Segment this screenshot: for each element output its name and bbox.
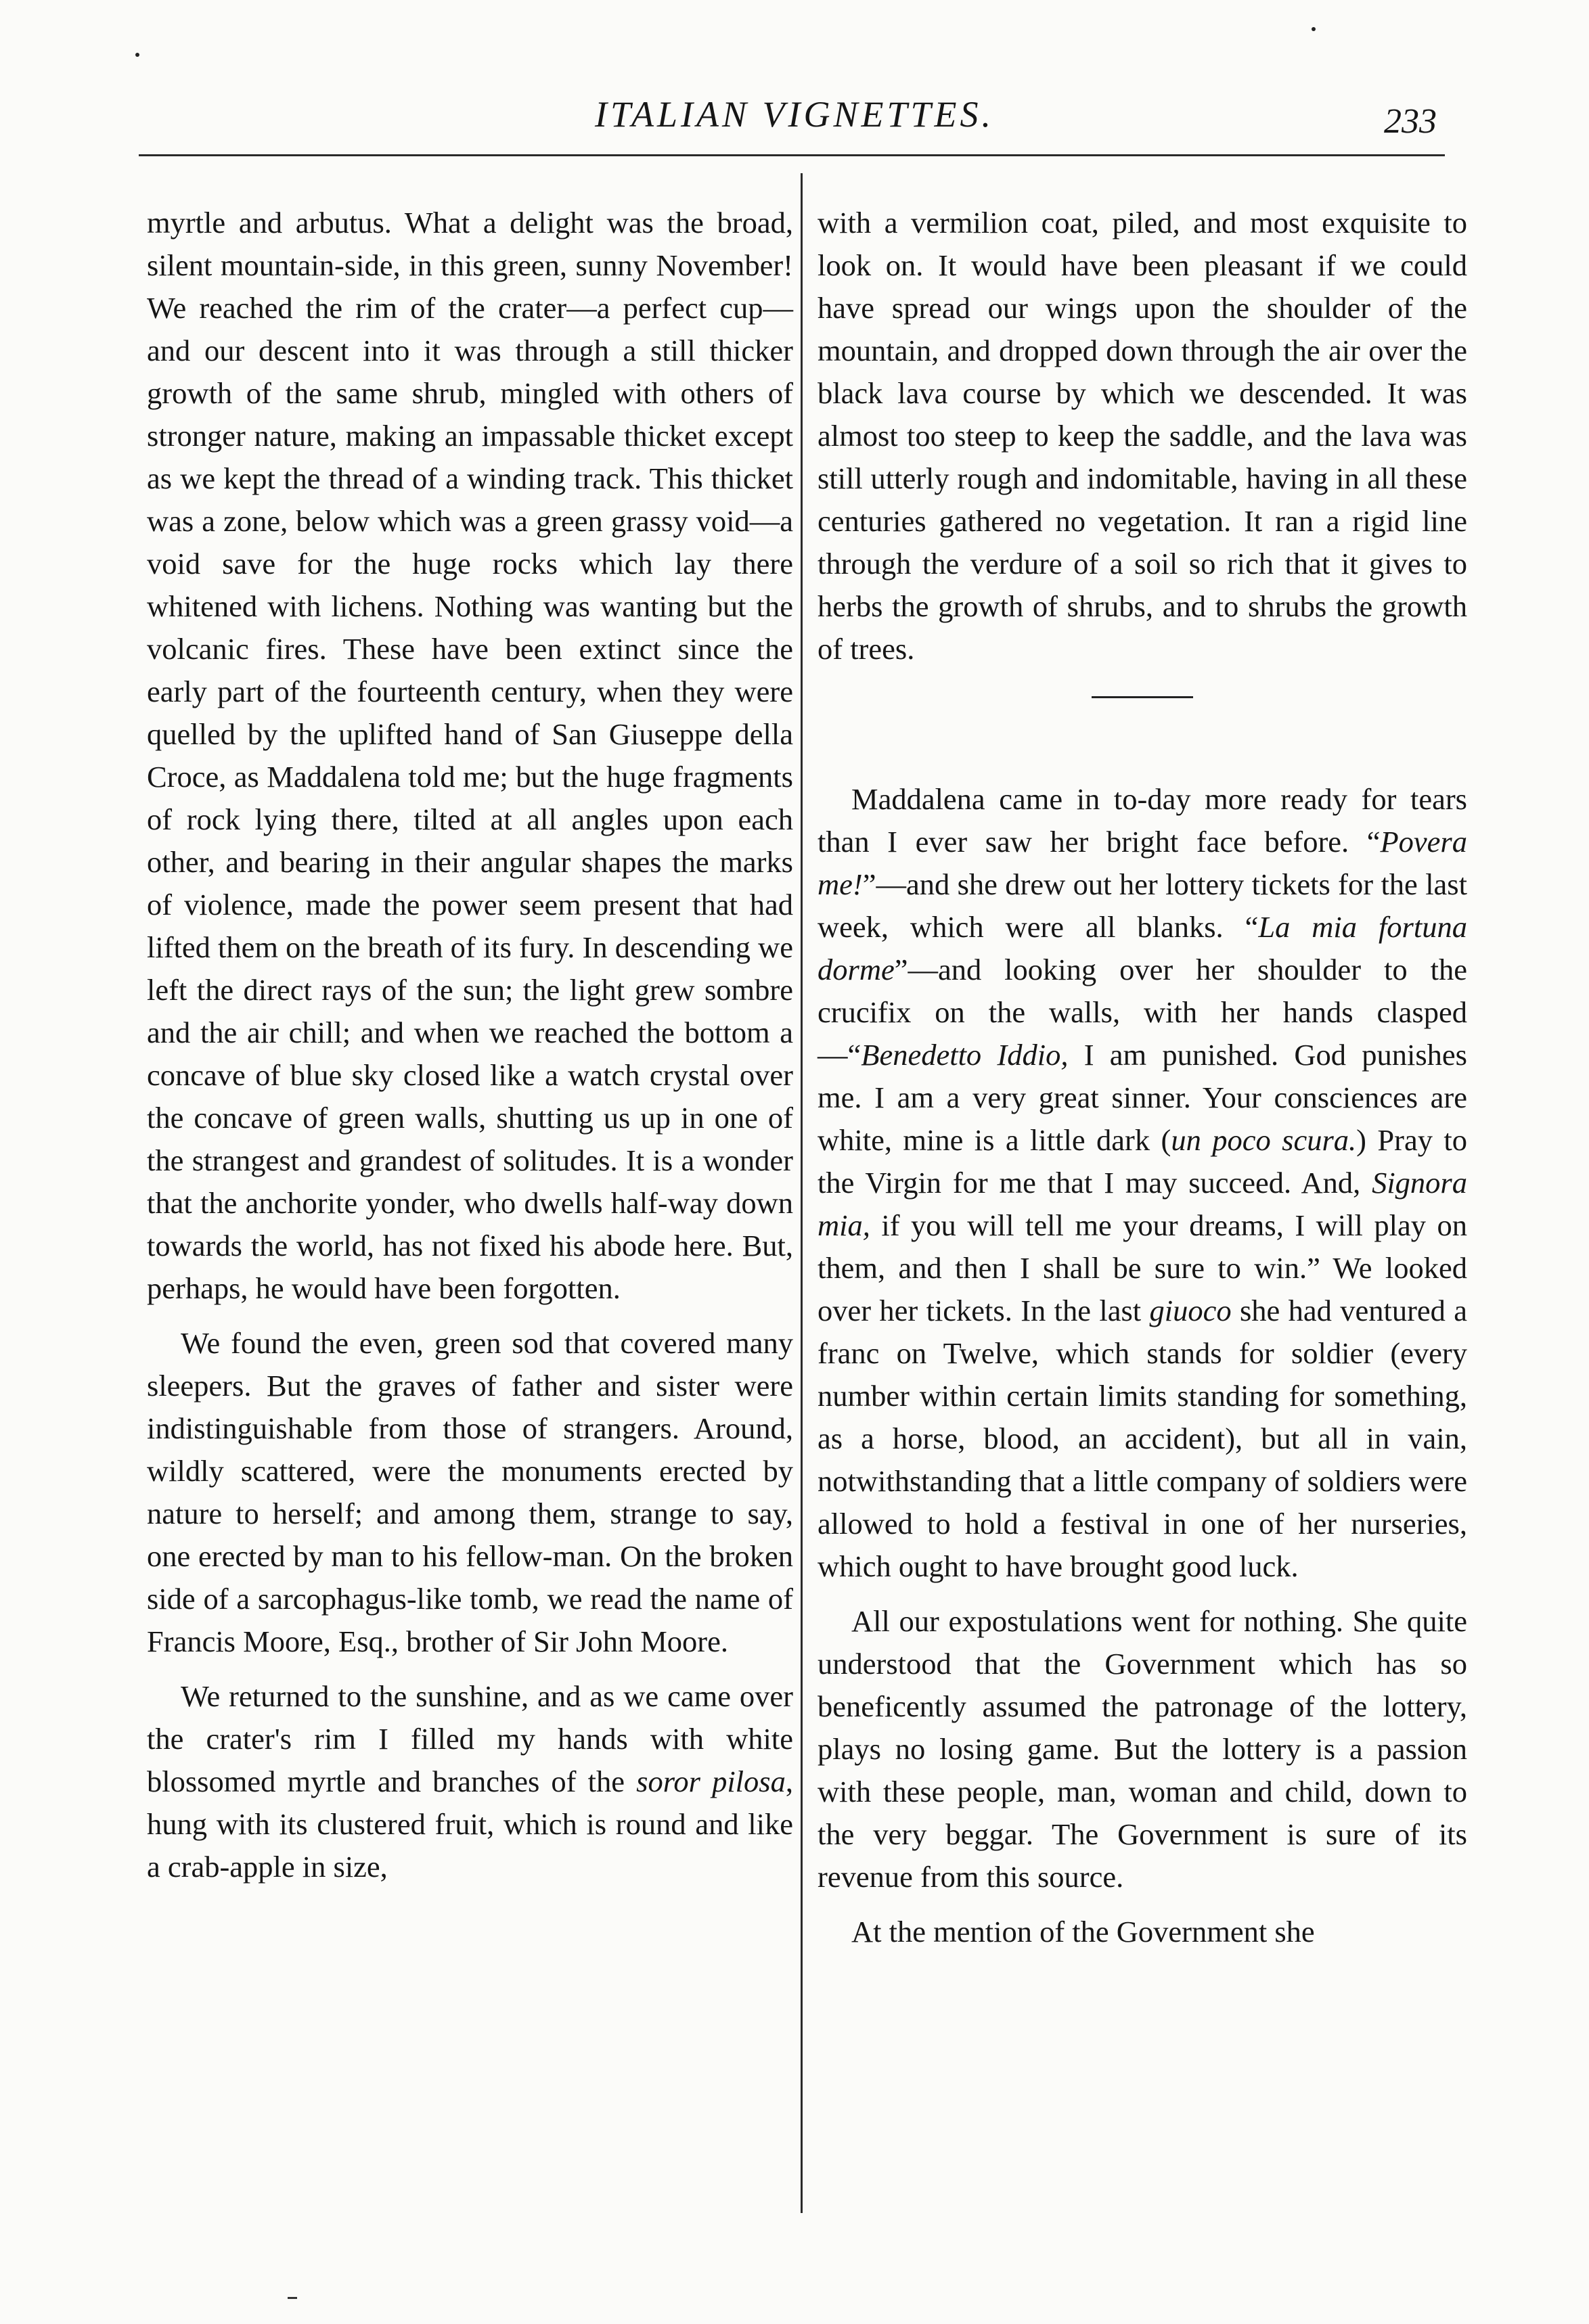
- text-run: We returned to the sunshine, and as we came over the crater's rim I filled my hands with white blossomed myrtle and branches of the: [147, 1679, 793, 1798]
- italic-run: un poco scura.: [1171, 1123, 1357, 1157]
- text-run: , hung with its clustered fruit, which is round and like a crab-apple in size,: [147, 1764, 793, 1884]
- italic-run: Povera me!: [818, 825, 1467, 901]
- italic-run: La mia fortuna dorme: [818, 910, 1467, 986]
- header-rule: [139, 154, 1445, 156]
- text-run: Maddalena came in to-day more ready for tears than I ever saw her bright face before. “: [818, 782, 1467, 859]
- text-run: she had ventured a franc on Twelve, which stands for soldier (every number within certain limits standing for something, as a horse, blood, an accident), but all in vain, notwithstanding that a little company of soldiers were allowed to hold a festival in one of her nurseries, which ought to have brought good luck.: [818, 1294, 1467, 1583]
- paragraph: with a vermilion coat, piled, and most exquisite to look on. It would have been pleasant if we could have spread our wings upon the shoulder of the mountain, and dropped down through the air over the black lava course by which we descended. It was almost too steep to keep the saddle, and the lava was still utterly rough and indomitable, having in all these centuries gathered no vegetation. It ran a rigid line through the verdure of a soil so rich that it gives to herbs the growth of shrubs, and to shrubs the growth of trees.: [818, 206, 1467, 666]
- print-speck: [1312, 27, 1316, 31]
- page-number: 233: [1384, 102, 1437, 141]
- print-speck: [135, 53, 139, 57]
- italic-run: soror pilosa: [636, 1764, 786, 1798]
- paragraph: At the mention of the Government she: [851, 1915, 1315, 1949]
- text-run: I am punished. God punishes me. I am a very great sinner. Your consciences are white, mine is a little dark (: [818, 1038, 1467, 1157]
- paragraph: All our expostulations went for nothing. She quite understood that the Government which has so beneficently assumed the patronage of the lottery, plays no losing game. But the lottery is a passion with these people, man, woman and child, down to the very beggar. The Government is sure of its revenue from this source.: [818, 1604, 1467, 1894]
- italic-run: Benedetto Iddio,: [861, 1038, 1069, 1072]
- paragraph: myrtle and arbutus. What a delight was the broad, silent mountain-side, in this green, sunny November! We reached the rim of the crater—a perfect cup—and our descent into it was through a still thicker growth of the same shrub, mingled with others of stronger nature, making an impassable thicket except as we kept the thread of a winding track. This thicket was a zone, below which was a green grassy void—a void save for the huge rocks which lay there whitened with lichens. Nothing was wanting but the volcanic fires. These have been extinct since the early part of the fourteenth century, when they were quelled by the uplifted hand of San Giuseppe della Croce, as Maddalena told me; but the huge fragments of rock lying there, tilted at all angles upon each other, and bearing in their angular shapes the marks of violence, made the power seem present that had lifted them on the breath of its fury. In descending we left the direct rays of the sun; the light grew sombre and the air chill; and when we reached the bottom a concave of blue sky closed like a watch crystal over the concave of green walls, shutting us up in one of the strangest and grandest of solitudes. It is a wonder that the anchorite yonder, who dwells half-way down towards the world, has not fixed his abode here. But, perhaps, he would have been forgotten.: [147, 206, 793, 1305]
- paragraph: [818, 778, 1467, 1588]
- section-separator: [1092, 696, 1193, 698]
- italic-run: Signora mia,: [818, 1166, 1467, 1242]
- text-run: ”—and she drew out her lottery tickets for the last week, which were all blanks. “: [818, 867, 1467, 944]
- italic-run: giuoco: [1149, 1294, 1232, 1327]
- print-speck: [288, 2297, 297, 2299]
- text-run: ”—and looking over her shoulder to the crucifix on the walls, with her hands clasped—“: [818, 953, 1467, 1072]
- paragraph: We found the even, green sod that covered many sleepers. But the graves of father and sister were indistinguishable from those of strangers. Around, wildly scattered, were the monuments erected by nature to herself; and among them, strange to say, one erected by man to his fellow-man. On the broken side of a sarcophagus-like tomb, we read the name of Francis Moore, Esq., brother of Sir John Moore.: [147, 1326, 793, 1658]
- left-column: [147, 202, 793, 1900]
- column-divider: [801, 173, 803, 2213]
- text-run: ) Pray to the Virgin for me that I may succeed. And,: [818, 1123, 1467, 1200]
- text-run: if you will tell me your dreams, I will play on them, and then I shall be sure to win.” We looked over her tickets. In the last: [818, 1208, 1467, 1327]
- paragraph: [147, 1675, 793, 1888]
- right-column: [818, 202, 1467, 1965]
- running-title: ITALIAN VIGNETTES.: [594, 94, 995, 135]
